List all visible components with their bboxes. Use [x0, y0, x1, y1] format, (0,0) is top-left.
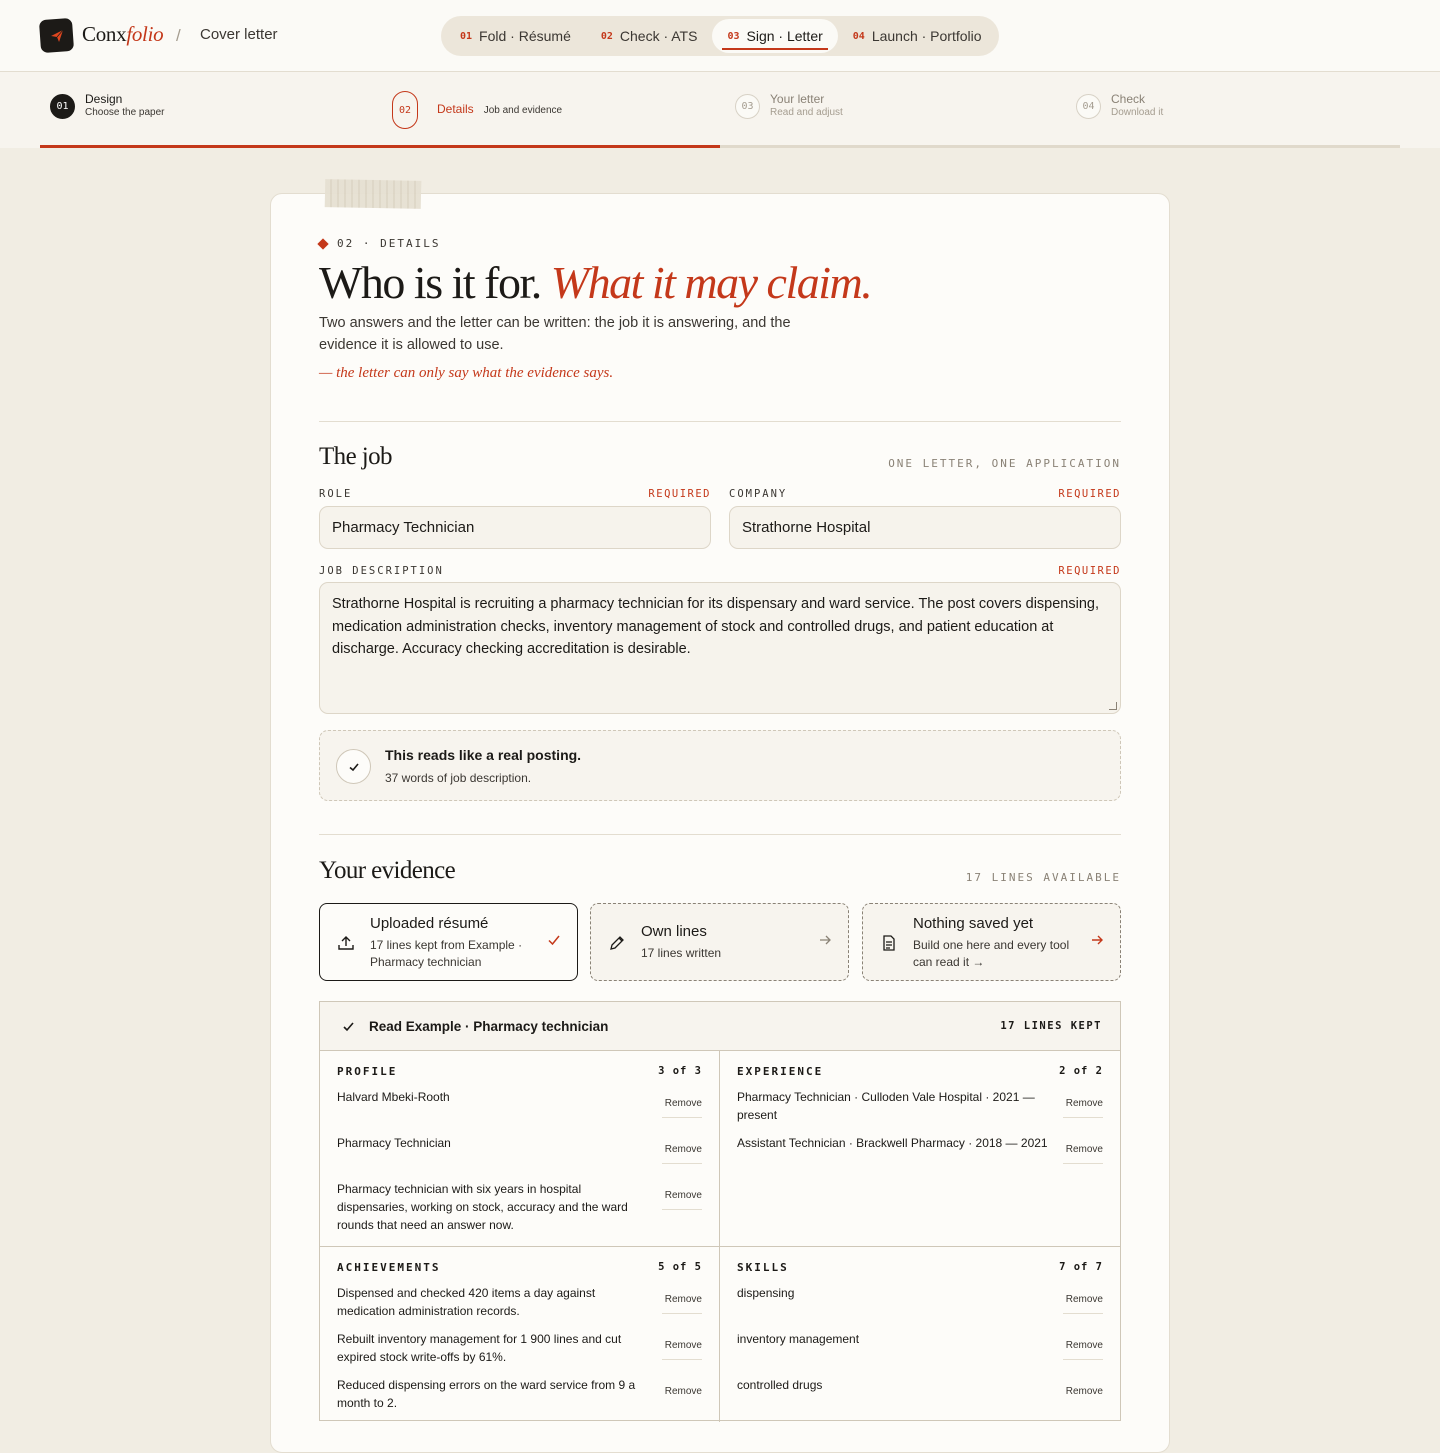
company-label: COMPANY [729, 488, 788, 500]
step-title: Check [1111, 92, 1146, 106]
tab-launch-portfolio[interactable]: 04 Launch · Portfolio [852, 28, 982, 44]
section-kicker: 02 · DETAILS [319, 237, 440, 250]
step-design[interactable] [50, 92, 165, 120]
remove-button[interactable]: Remove [1065, 1144, 1103, 1155]
job-description-text: Strathorne Hospital is recruiting a pharmacy technician for its dispensary and ward service. The post covers dispensing, medication administration checks, inventory management of stock and controlled drugs, and patient education at discharge. Accuracy checking accreditation is desirable. [332, 596, 1099, 657]
job-section-meta: ONE LETTER, ONE APPLICATION [888, 457, 1121, 470]
role-input[interactable]: Pharmacy Technician [319, 506, 711, 549]
document-icon [880, 934, 898, 952]
remove-button[interactable]: Remove [1065, 1294, 1103, 1305]
posting-check-note [319, 730, 1121, 801]
step-progress-fill [40, 145, 720, 148]
option-title: Nothing saved yet [913, 915, 1034, 932]
step-subtitle: Read and adjust [770, 107, 843, 118]
upload-icon [337, 934, 355, 952]
check-subtitle: 37 words of job description. [385, 771, 532, 785]
evidence-option-uploaded-resume[interactable] [319, 903, 578, 981]
company-input[interactable]: Strathorne Hospital [729, 506, 1121, 549]
group-skills: SKILLS 7 of 7 dispensing Remove inventory management Remove controlled drugs Remove [737, 1261, 1103, 1397]
arrow-right-icon [818, 933, 832, 951]
remove-button[interactable]: Remove [664, 1294, 702, 1305]
evidence-section-meta: 17 LINES AVAILABLE [965, 871, 1121, 884]
option-title: Uploaded résumé [370, 915, 489, 932]
logo[interactable] [39, 18, 74, 53]
group-label: EXPERIENCE [737, 1065, 824, 1078]
checkmark-icon [348, 761, 360, 773]
read-panel-header [320, 1002, 1120, 1051]
checkmark-circle [336, 749, 371, 784]
option-subtitle: 17 lines written [641, 946, 722, 960]
tab-sign-letter[interactable]: 03 Sign · Letter [712, 19, 837, 53]
group-label: ACHIEVEMENTS [337, 1261, 441, 1274]
group-count: 2 of 2 [1059, 1065, 1103, 1077]
group-achievements: ACHIEVEMENTS 5 of 5 Dispensed and checked 420 items a day against medication administration records. Remove Rebuilt inventory management for 1 900 lines and cut expired stock write-offs by 61%. Remove Reduced dispensing errors on the ward service from 9 a month to 2. Remove [337, 1261, 702, 1410]
job-description-required: REQUIRED [1058, 565, 1121, 577]
remove-button[interactable]: Remove [1065, 1340, 1103, 1351]
top-bar [0, 0, 1440, 72]
step-title: Details [437, 102, 474, 116]
selected-check-icon [547, 933, 561, 951]
job-description-textarea[interactable] [319, 582, 1121, 714]
evidence-option-own-lines[interactable] [590, 903, 849, 981]
group-experience: EXPERIENCE 2 of 2 Pharmacy Technician · Culloden Vale Hospital · 2021 — present Remove Assistant Technician · Brackwell Pharmacy · 2018 — 2021 Remove [720, 1051, 1120, 1246]
remove-button[interactable]: Remove [664, 1098, 702, 1109]
job-description-label: JOB DESCRIPTION [319, 565, 444, 577]
remove-button[interactable]: Remove [664, 1386, 702, 1397]
job-section-title: The job [319, 443, 392, 470]
group-label: SKILLS [737, 1261, 789, 1274]
step-subtitle: Choose the paper [85, 107, 165, 118]
divider [319, 421, 1121, 422]
read-panel-count: 17 LINES KEPT [1000, 1020, 1102, 1032]
tab-check-ats[interactable]: 02 Check · ATS [600, 28, 698, 44]
remove-button[interactable]: Remove [664, 1340, 702, 1351]
option-subtitle: 17 lines kept from Example · Pharmacy technician [370, 938, 523, 969]
diamond-icon [317, 238, 328, 249]
step-title: Your letter [770, 92, 825, 106]
remove-button[interactable]: Remove [1065, 1386, 1103, 1397]
handwritten-note: — the letter can only say what the evidence says. [319, 365, 614, 381]
divider [319, 834, 1121, 835]
arrow-right-icon [1090, 933, 1104, 951]
stepper [0, 72, 1440, 148]
page-title: Who is it for. What it may claim. [319, 257, 872, 308]
evidence-option-nothing-saved[interactable] [862, 903, 1121, 981]
resize-handle[interactable] [1109, 702, 1117, 710]
check-title: This reads like a real posting. [385, 747, 582, 763]
remove-button[interactable]: Remove [664, 1190, 702, 1201]
evidence-section-title: Your evidence [319, 857, 456, 884]
step-your-letter[interactable] [735, 92, 843, 120]
step-number: 03 [735, 94, 760, 119]
step-details[interactable] [392, 91, 562, 129]
pencil-icon [608, 934, 626, 952]
remove-button[interactable]: Remove [664, 1144, 702, 1155]
group-profile: PROFILE 3 of 3 Halvard Mbeki-Rooth Remove Pharmacy Technician Remove Pharmacy technician with six years in hospital dispensaries, working on stock, accuracy and the ward rounds that need an answer now. Remove [337, 1065, 702, 1232]
read-panel-title: Read Example · Pharmacy technician [369, 1019, 609, 1034]
step-number: 01 [50, 94, 75, 119]
page-lede: Two answers and the letter can be written: the job it is answering, and the evidence it is allowed to use. [319, 315, 791, 353]
role-required: REQUIRED [648, 488, 711, 500]
tape-decoration [325, 179, 421, 209]
option-title: Own lines [641, 923, 707, 940]
step-number: 02 [392, 91, 418, 129]
step-number: 04 [1076, 94, 1101, 119]
paper-plane-icon [49, 28, 65, 44]
checkmark-icon [340, 1018, 357, 1035]
option-subtitle: Build one here and every tool can read it → [913, 938, 1070, 969]
company-required: REQUIRED [1058, 488, 1121, 500]
tab-fold-resume[interactable]: 01 Fold · Résumé [460, 28, 571, 44]
role-label: ROLE [319, 488, 353, 500]
breadcrumb-current: Cover letter [200, 26, 278, 43]
remove-button[interactable]: Remove [1065, 1098, 1103, 1109]
group-label: PROFILE [337, 1065, 398, 1078]
resume-read-panel [319, 1001, 1121, 1421]
brand-name[interactable]: Conxfolio [82, 22, 164, 46]
tool-tabs [441, 16, 999, 56]
step-subtitle: Download it [1111, 107, 1164, 118]
group-count: 3 of 3 [658, 1065, 702, 1077]
step-check[interactable] [1076, 92, 1163, 120]
group-count: 7 of 7 [1059, 1261, 1103, 1273]
group-count: 5 of 5 [658, 1261, 702, 1273]
breadcrumb-separator: / [176, 26, 181, 45]
step-title: Design [85, 92, 123, 106]
step-subtitle: Job and evidence [483, 105, 563, 116]
